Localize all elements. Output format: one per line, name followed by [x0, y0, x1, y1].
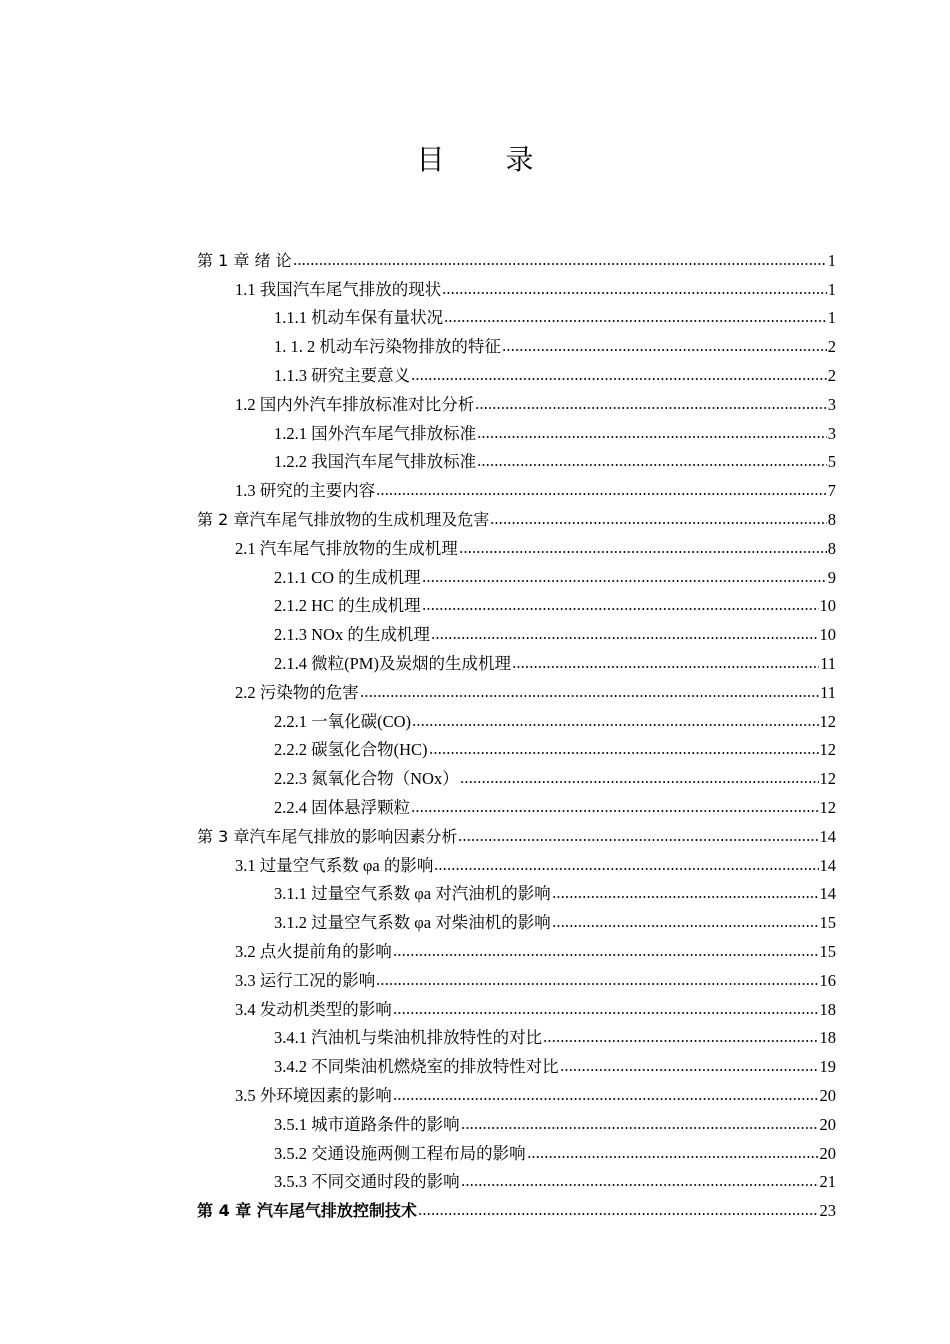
toc-page-number: 1: [827, 279, 836, 299]
toc-subsection-entry[interactable]: [197, 357, 836, 386]
toc-leader-dots: [442, 290, 827, 296]
toc-entry-title: 3.2 点火提前角的影响: [235, 941, 392, 961]
toc-entry-title: 1.2 国内外汽车排放标准对比分析: [235, 394, 475, 414]
toc-leader-dots: [431, 635, 819, 641]
toc-subsection-entry[interactable]: [197, 732, 836, 761]
toc-page-number: 14: [819, 855, 836, 875]
toc-entry-title: 3.5.2 交通设施两侧工程布局的影响: [274, 1143, 526, 1163]
toc-page-number: 2: [827, 365, 836, 385]
toc-page-number: 12: [819, 740, 836, 760]
toc-page-number: 20: [819, 1143, 836, 1163]
toc-leader-dots: [444, 318, 827, 324]
toc-page-number: 5: [827, 452, 836, 472]
toc-section-entry[interactable]: [197, 271, 836, 300]
toc-page-number: 7: [827, 481, 836, 501]
toc-leader-dots: [376, 491, 827, 497]
toc-leader-dots: [393, 952, 819, 958]
toc-page-number: 2: [827, 337, 836, 357]
toc-page-number: 14: [819, 826, 836, 846]
toc-page-number: 18: [819, 1028, 836, 1048]
toc-leader-dots: [422, 578, 827, 584]
toc-leader-dots: [360, 693, 819, 699]
toc-page-number: 3: [827, 423, 836, 443]
toc-subsection-entry[interactable]: [197, 1135, 836, 1164]
toc-leader-dots: [552, 894, 819, 900]
toc-subsection-entry[interactable]: [197, 645, 836, 674]
toc-subsection-entry[interactable]: [197, 559, 836, 588]
toc-page-number: 12: [819, 797, 836, 817]
toc-leader-dots: [293, 261, 827, 267]
toc-entry-title: 1.2.2 我国汽车尾气排放标准: [274, 452, 477, 472]
toc-section-entry[interactable]: [197, 933, 836, 962]
toc-page-number: 23: [819, 1201, 836, 1221]
toc-page-number: 10: [819, 625, 836, 645]
toc-leader-dots: [543, 1038, 818, 1044]
toc-page-number: 1: [827, 250, 836, 270]
toc-subsection-entry[interactable]: [197, 1164, 836, 1193]
toc-subsection-entry[interactable]: [197, 1106, 836, 1135]
toc-page-number: 8: [827, 509, 836, 529]
toc-entry-title: 3.5.1 城市道路条件的影响: [274, 1114, 460, 1134]
toc-entry-title: 2.1.2 HC 的生成机理: [274, 596, 421, 616]
toc-entry-title: 3.4 发动机类型的影响: [235, 999, 392, 1019]
toc-leader-dots: [418, 1211, 819, 1217]
toc-entry-title: 第 4 章 汽车尾气排放控制技术: [197, 1201, 417, 1221]
toc-entry-title: 2.2.4 固体悬浮颗粒: [274, 797, 411, 817]
toc-chapter-entry[interactable]: [197, 242, 836, 271]
toc-subsection-entry[interactable]: [197, 444, 836, 473]
toc-leader-dots: [460, 779, 819, 785]
toc-entry-title: 3.1.2 过量空气系数 φa 对柴油机的影响: [274, 913, 551, 933]
toc-leader-dots: [412, 722, 818, 728]
toc-subsection-entry[interactable]: [197, 789, 836, 818]
toc-entry-title: 第 3 章汽车尾气排放的影响因素分析: [197, 826, 458, 846]
toc-entry-title: 1. 1. 2 机动车污染物排放的特征: [274, 337, 501, 357]
toc-chapter-entry[interactable]: [197, 818, 836, 847]
toc-leader-dots: [422, 606, 819, 612]
toc-page-number: 14: [819, 884, 836, 904]
toc-entry-title: 第 1 章 绪 论: [197, 250, 292, 270]
page-title: 目 录: [416, 143, 560, 176]
toc-entry-title: 3.1.1 过量空气系数 φa 对汽油机的影响: [274, 884, 551, 904]
toc-page-number: 10: [819, 596, 836, 616]
toc-section-entry[interactable]: [197, 674, 836, 703]
toc-leader-dots: [502, 347, 827, 353]
toc-section-entry[interactable]: [197, 991, 836, 1020]
toc-chapter-entry[interactable]: [197, 501, 836, 530]
toc-entry-title: 1.2.1 国外汽车尾气排放标准: [274, 423, 477, 443]
toc-page-number: 3: [827, 394, 836, 414]
toc-leader-dots: [458, 837, 818, 843]
toc-chapter-entry[interactable]: [197, 1192, 836, 1221]
toc-entry-title: 第 2 章汽车尾气排放物的生成机理及危害: [197, 509, 490, 529]
toc-entry-title: 3.4.2 不同柴油机燃烧室的排放特性对比: [274, 1057, 559, 1077]
toc-leader-dots: [552, 923, 819, 929]
toc-entry-title: 3.1 过量空气系数 φa 的影响: [235, 855, 434, 875]
toc-entry-title: 2.2 污染物的危害: [235, 682, 359, 702]
toc-subsection-entry[interactable]: [197, 300, 836, 329]
toc-leader-dots: [512, 664, 819, 670]
toc-entry-title: 2.2.3 氮氧化合物（NOx）: [274, 769, 459, 789]
toc-subsection-entry[interactable]: [197, 328, 836, 357]
toc-page-number: 11: [820, 682, 836, 702]
toc-subsection-entry[interactable]: [197, 616, 836, 645]
toc-leader-dots: [411, 808, 818, 814]
toc-entry-title: 2.1.1 CO 的生成机理: [274, 567, 421, 587]
toc-page-number: 15: [819, 913, 836, 933]
toc-entry-title: 2.2.1 一氧化碳(CO): [274, 711, 412, 731]
toc-leader-dots: [461, 1182, 819, 1188]
toc-leader-dots: [475, 405, 827, 411]
toc-page-number: 9: [827, 567, 836, 587]
toc-entry-title: 1.1.1 机动车保有量状况: [274, 308, 444, 328]
toc-entry-title: 1.3 研究的主要内容: [235, 481, 376, 501]
toc-section-entry[interactable]: [197, 472, 836, 501]
toc-page-number: 18: [819, 999, 836, 1019]
toc-entry-title: 1.1.3 研究主要意义: [274, 365, 411, 385]
toc-subsection-entry[interactable]: [197, 588, 836, 617]
table-of-contents: [197, 242, 836, 1221]
toc-page-number: 20: [819, 1085, 836, 1105]
toc-subsection-entry[interactable]: [197, 415, 836, 444]
toc-leader-dots: [429, 750, 819, 756]
toc-entry-title: 3.5.3 不同交通时段的影响: [274, 1172, 460, 1192]
toc-page-number: 19: [819, 1057, 836, 1077]
toc-subsection-entry[interactable]: [197, 703, 836, 732]
toc-entry-title: 3.4.1 汽油机与柴油机排放特性的对比: [274, 1028, 543, 1048]
toc-page-number: 8: [827, 538, 836, 558]
toc-subsection-entry[interactable]: [197, 1048, 836, 1077]
toc-page-number: 1: [827, 308, 836, 328]
toc-leader-dots: [490, 520, 826, 526]
toc-leader-dots: [393, 1010, 819, 1016]
toc-section-entry[interactable]: [197, 530, 836, 559]
toc-entry-title: 2.1.4 微粒(PM)及炭烟的生成机理: [274, 653, 511, 673]
toc-leader-dots: [527, 1154, 819, 1160]
toc-page-number: 20: [819, 1114, 836, 1134]
toc-leader-dots: [411, 376, 827, 382]
toc-page-number: 12: [819, 711, 836, 731]
toc-leader-dots: [477, 434, 827, 440]
toc-page-number: 11: [820, 653, 836, 673]
toc-section-entry[interactable]: [197, 386, 836, 415]
toc-subsection-entry[interactable]: [197, 904, 836, 933]
toc-entry-title: 3.5 外环境因素的影响: [235, 1085, 392, 1105]
toc-page-number: 15: [819, 941, 836, 961]
toc-leader-dots: [560, 1067, 819, 1073]
toc-entry-title: 3.3 运行工况的影响: [235, 970, 376, 990]
toc-subsection-entry[interactable]: [197, 760, 836, 789]
toc-leader-dots: [434, 866, 818, 872]
toc-leader-dots: [461, 1125, 819, 1131]
toc-section-entry[interactable]: [197, 1077, 836, 1106]
toc-entry-title: 2.2.2 碳氢化合物(HC): [274, 740, 428, 760]
toc-entry-title: 2.1 汽车尾气排放物的生成机理: [235, 538, 458, 558]
toc-leader-dots: [393, 1096, 819, 1102]
toc-subsection-entry[interactable]: [197, 1020, 836, 1049]
toc-page-number: 12: [819, 769, 836, 789]
toc-leader-dots: [459, 549, 827, 555]
toc-page-number: 16: [819, 970, 836, 990]
toc-section-entry[interactable]: [197, 962, 836, 991]
toc-entry-title: 2.1.3 NOx 的生成机理: [274, 625, 430, 645]
toc-leader-dots: [477, 462, 827, 468]
toc-page-number: 21: [819, 1172, 836, 1192]
toc-section-entry[interactable]: [197, 847, 836, 876]
toc-entry-title: 1.1 我国汽车尾气排放的现状: [235, 279, 442, 299]
toc-subsection-entry[interactable]: [197, 876, 836, 905]
toc-leader-dots: [376, 981, 818, 987]
